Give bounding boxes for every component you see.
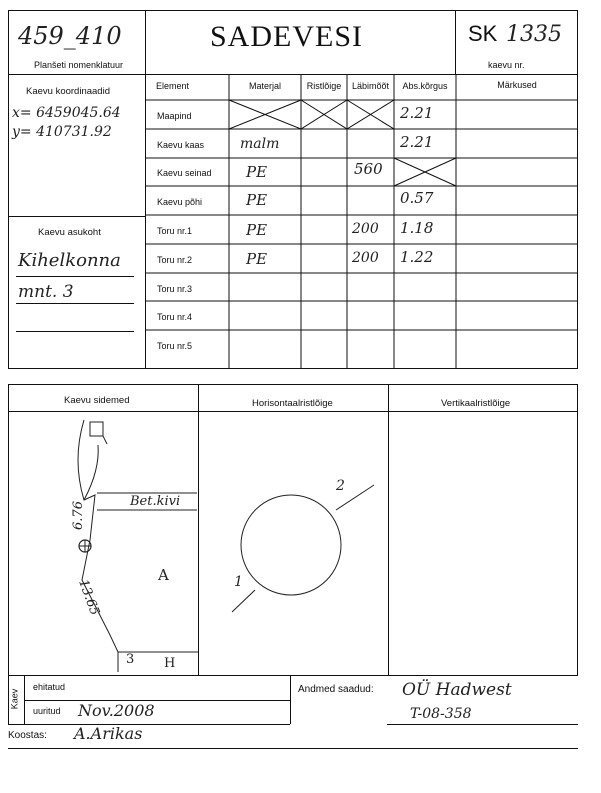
nomenclature-value: 459_410: [18, 22, 122, 50]
well-number-label: kaevu nr.: [488, 60, 525, 70]
lid-tail: [103, 436, 107, 444]
cell-bottom-height: 0.57: [400, 189, 434, 207]
row-label-pipe4: Toru nr.4: [157, 312, 193, 322]
sketch-distance-2: 13.65: [75, 577, 103, 618]
cell-pipe2-height: 1.22: [400, 248, 434, 266]
well-number: 1335: [506, 22, 562, 47]
sketch-building-label: Bet.kivi: [130, 494, 181, 509]
footer-compiled-line: [8, 748, 578, 749]
th-material: Materjal: [248, 81, 281, 91]
sketch-col2-label: Horisontaalristlõige: [252, 398, 333, 409]
row-label-walls: Kaevu seinad: [157, 168, 212, 178]
location-line2: mnt. 3: [18, 282, 74, 302]
sketch-col1-label: Kaevu sidemed: [64, 395, 130, 406]
sketch-distance-1: 6.76: [70, 501, 86, 530]
th-cross: Ristlõige: [306, 81, 342, 91]
row-label-pipe3: Toru nr.3: [157, 284, 193, 294]
footer-surveyed-value: Nov.2008: [78, 701, 155, 720]
cell-walls-material: PE: [246, 163, 268, 181]
footer-side-label: Kaev: [9, 688, 20, 710]
row-label-pipe1: Toru nr.1: [157, 226, 193, 236]
location-label: Kaevu asukoht: [38, 227, 101, 238]
cell-pipe1-diameter: 200: [352, 221, 379, 237]
pipe-1-label: 1: [234, 574, 243, 590]
pipe-2-label: 2: [336, 478, 345, 494]
lid-symbol: [90, 422, 103, 436]
cell-pipe2-material: PE: [246, 250, 268, 268]
footer-row-line: [24, 700, 290, 701]
sketch-area-label: A: [158, 566, 169, 584]
footer-source-label: Andmed saadud:: [298, 684, 374, 695]
footer-source-value-2: T-08-358: [410, 706, 472, 722]
row-label-pipe5: Toru nr.5: [157, 341, 193, 351]
footer-built-label: ehitatud: [33, 682, 66, 692]
cell-pipe1-material: PE: [246, 221, 268, 239]
coords-label: Kaevu koordinaadid: [26, 86, 110, 97]
sketch-corner-b: H: [164, 656, 176, 671]
cross-section-circle: [241, 495, 341, 595]
cell-bottom-material: PE: [246, 191, 268, 209]
cell-pipe1-height: 1.18: [400, 219, 434, 237]
cell-walls-diameter: 560: [354, 160, 383, 178]
row-label-ground: Maapind: [157, 111, 192, 121]
cell-lid-height: 2.21: [400, 133, 434, 151]
well-prefix: SK: [468, 21, 498, 46]
sketch-col3-label: Vertikaalristlõige: [441, 398, 511, 409]
location-line1: Kihelkonna: [18, 250, 121, 271]
sketch-corner-a: 3: [126, 652, 135, 667]
coord-x-value: x= 6459045.64: [12, 105, 121, 121]
footer-mid-edge: [290, 676, 291, 724]
row-label-pipe2: Toru nr.2: [157, 255, 193, 265]
footer-source-line: [387, 724, 578, 725]
th-remarks: Märkused: [497, 80, 537, 90]
row-label-bottom: Kaevu põhi: [157, 197, 203, 207]
footer-bottom-line: [8, 724, 290, 725]
th-diameter: Läbimõõt: [351, 81, 390, 91]
page-title: SADEVESI: [210, 20, 364, 53]
cell-ground-height: 2.21: [400, 104, 434, 122]
nomenclature-label: Planšeti nomenklatuur: [34, 60, 124, 70]
row-label-lid: Kaevu kaas: [157, 140, 205, 150]
footer-surveyed-label: uuritud: [33, 706, 61, 716]
pipe-1-line: [232, 590, 255, 612]
th-element: Element: [156, 81, 190, 91]
cell-pipe2-diameter: 200: [352, 250, 379, 266]
footer-compiled-label: Koostas:: [8, 730, 47, 741]
path-to-lid: [84, 445, 98, 500]
th-height: Abs.kõrgus: [402, 81, 448, 91]
footer-compiled-value: A.Arikas: [74, 724, 143, 743]
cell-lid-material: malm: [240, 136, 280, 152]
coord-y-value: y= 410731.92: [12, 124, 112, 140]
footer-source-value-1: OÜ Hadwest: [402, 680, 512, 700]
